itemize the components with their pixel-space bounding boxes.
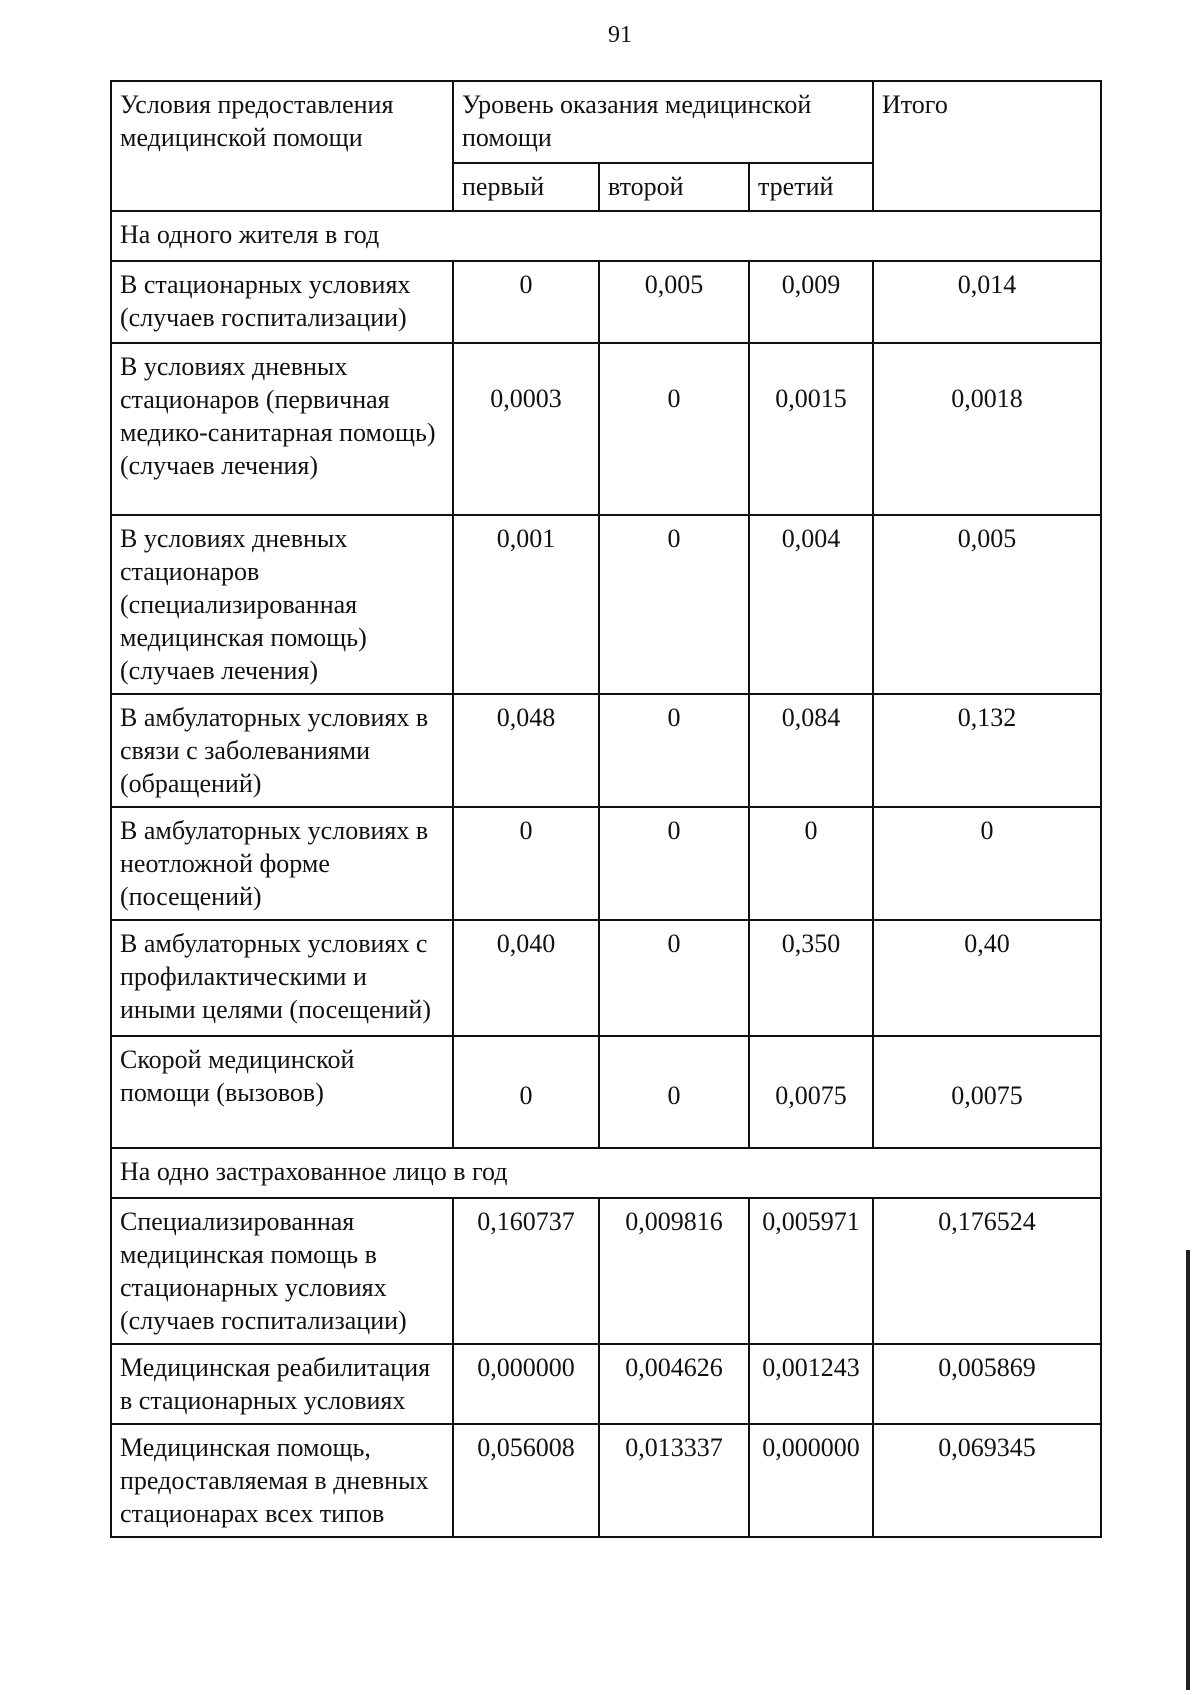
cell-total: 0,005869 <box>873 1344 1101 1424</box>
row-label: В амбулаторных условиях с профилактическими и иными целями (посещений) <box>111 920 453 1036</box>
row-label: Медицинская помощь, предоставляемая в дневных стационарах всех типов <box>111 1424 453 1537</box>
cell-total: 0,132 <box>873 694 1101 807</box>
cell-first: 0,160737 <box>453 1198 599 1344</box>
table-row <box>111 1344 1101 1424</box>
table-row <box>111 1036 1101 1148</box>
table-row <box>111 1198 1101 1344</box>
header-conditions: Условия предоставления медицинской помощи <box>111 81 453 211</box>
header-row <box>111 81 1101 163</box>
cell-first: 0,048 <box>453 694 599 807</box>
cell-first: 0,000000 <box>453 1344 599 1424</box>
row-label: В амбулаторных условиях в неотложной форме (посещений) <box>111 807 453 920</box>
cell-second: 0 <box>599 694 749 807</box>
cell-second: 0,009816 <box>599 1198 749 1344</box>
medical-care-volume-table <box>110 80 1102 1538</box>
cell-total: 0,0018 <box>873 343 1101 515</box>
cell-first: 0,0003 <box>453 343 599 515</box>
cell-total: 0,014 <box>873 261 1101 343</box>
cell-third: 0 <box>749 807 873 920</box>
cell-first: 0 <box>453 261 599 343</box>
cell-third: 0,0075 <box>749 1036 873 1148</box>
cell-third: 0,004 <box>749 515 873 694</box>
row-label: В условиях дневных стационаров (специализированная медицинская помощь) (случаев лечения) <box>111 515 453 694</box>
section-title: На одного жителя в год <box>111 211 1101 261</box>
table-row <box>111 920 1101 1036</box>
cell-third: 0,001243 <box>749 1344 873 1424</box>
table-row <box>111 694 1101 807</box>
row-label: Медицинская реабилитация в стационарных условиях <box>111 1344 453 1424</box>
cell-first: 0,040 <box>453 920 599 1036</box>
cell-second: 0,013337 <box>599 1424 749 1537</box>
cell-total: 0,0075 <box>873 1036 1101 1148</box>
page-number: 91 <box>608 22 632 48</box>
cell-total: 0,40 <box>873 920 1101 1036</box>
cell-third: 0,084 <box>749 694 873 807</box>
table-row <box>111 261 1101 343</box>
cell-second: 0 <box>599 920 749 1036</box>
cell-total: 0,005 <box>873 515 1101 694</box>
scan-edge-mark <box>1186 1250 1190 1690</box>
cell-total: 0,069345 <box>873 1424 1101 1537</box>
cell-first: 0,001 <box>453 515 599 694</box>
cell-total: 0 <box>873 807 1101 920</box>
header-level-third: третий <box>749 163 873 211</box>
cell-second: 0 <box>599 343 749 515</box>
row-label: Специализированная медицинская помощь в стационарных условиях (случаев госпитализации) <box>111 1198 453 1344</box>
cell-third: 0,350 <box>749 920 873 1036</box>
table-row <box>111 1424 1101 1537</box>
row-label: В условиях дневных стационаров (первичная медико-санитарная помощь) (случаев лечения) <box>111 343 453 515</box>
cell-second: 0,005 <box>599 261 749 343</box>
cell-second: 0,004626 <box>599 1344 749 1424</box>
table-row <box>111 343 1101 515</box>
cell-second: 0 <box>599 807 749 920</box>
row-label: В стационарных условиях (случаев госпитализации) <box>111 261 453 343</box>
cell-third: 0,005971 <box>749 1198 873 1344</box>
table-row <box>111 807 1101 920</box>
table-row <box>111 515 1101 694</box>
cell-total: 0,176524 <box>873 1198 1101 1344</box>
cell-first: 0 <box>453 807 599 920</box>
row-label: В амбулаторных условиях в связи с заболеваниями (обращений) <box>111 694 453 807</box>
row-label: Скорой медицинской помощи (вызовов) <box>111 1036 453 1148</box>
section-title-row <box>111 1148 1101 1198</box>
header-total: Итого <box>873 81 1101 211</box>
section-title: На одно застрахованное лицо в год <box>111 1148 1101 1198</box>
cell-first: 0 <box>453 1036 599 1148</box>
header-level: Уровень оказания медицинской помощи <box>453 81 873 163</box>
section-title-row <box>111 211 1101 261</box>
cell-third: 0,009 <box>749 261 873 343</box>
cell-second: 0 <box>599 515 749 694</box>
cell-second: 0 <box>599 1036 749 1148</box>
cell-third: 0,0015 <box>749 343 873 515</box>
header-level-first: первый <box>453 163 599 211</box>
cell-first: 0,056008 <box>453 1424 599 1537</box>
cell-third: 0,000000 <box>749 1424 873 1537</box>
header-level-second: второй <box>599 163 749 211</box>
